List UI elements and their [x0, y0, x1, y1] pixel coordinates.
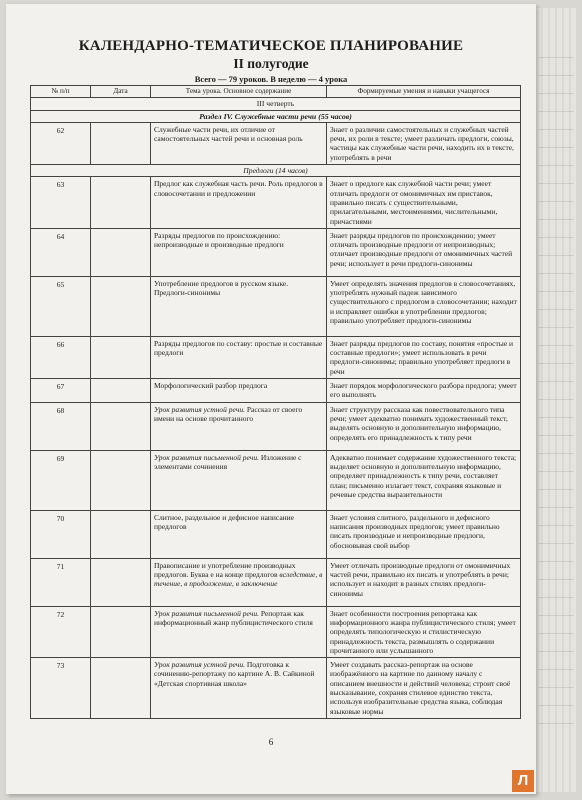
- lesson-topic-text: Репортаж как информационный жанр публицистического стиля: [154, 608, 313, 627]
- lesson-topic: [151, 558, 327, 606]
- lesson-date: [91, 510, 151, 558]
- lesson-topic-examples: вследствие, в течение, в продолжение, в заключение: [154, 569, 323, 589]
- lesson-topic: [151, 379, 327, 403]
- page-title: КАЛЕНДАРНО-ТЕМАТИЧЕСКОЕ ПЛАНИРОВАНИЕ: [78, 38, 464, 54]
- lesson-topic-text: Изложение с элементами сочинения: [154, 452, 302, 471]
- lesson-topic-text: Разряды предлогов по составу: простые и составные предлоги: [154, 338, 323, 358]
- lesson-number: 71: [31, 558, 91, 606]
- lesson-skills: Умеет создавать рассказ-репортаж на основе изображённого на картине по данному началу с описанием внешности и действий человека; строит своё высказывание, сохраняя стилевое единство текста, используя изобразительные средства языка, соблюдая языковые нормы: [327, 658, 521, 719]
- page-number: 6: [268, 737, 274, 747]
- lesson-topic: [151, 510, 327, 558]
- lesson-number: 65: [31, 276, 91, 336]
- lesson-skills: Знает порядок морфологического разбора предлога; умеет его выполнять: [327, 379, 521, 403]
- table-row: [31, 658, 521, 719]
- lesson-topic-text: Подготовка к сочинению-репортажу по картине А. В. Сайкиной «Детская спортивная школа»: [154, 660, 315, 688]
- lesson-type: Урок развития устной речи.: [154, 660, 245, 670]
- lesson-number: 72: [31, 606, 91, 657]
- table-row: [31, 122, 521, 164]
- lesson-topic-text: Рассказ от своего имени на основе прочитанного: [154, 404, 303, 423]
- lesson-topic-text: Употребление предлогов в русском языке. Предлоги-синонимы: [154, 278, 289, 298]
- lesson-skills: Знает разряды предлогов по составу, понятия «простые и составные предлоги»; умеет использовать в речи предлоги-синонимы; правильно употребляет предлоги в речи: [327, 336, 521, 378]
- quarter-label: III четверть: [31, 98, 521, 110]
- lesson-topic: [151, 606, 327, 657]
- lesson-topic-text: Морфологический разбор предлога: [154, 381, 268, 391]
- lesson-number: 66: [31, 336, 91, 378]
- table-row: [31, 450, 521, 510]
- lesson-topic: [151, 336, 327, 378]
- lesson-skills: Знает особенности построения репортажа как информационного жанра публицистического стиля; умеет определять типологическую и стилистическую принадлежность текста, размышлять о содержании прочитанного или услышанного: [327, 606, 521, 657]
- quarter-row: [31, 98, 521, 110]
- lesson-date: [91, 558, 151, 606]
- lesson-skills: Знает условия слитного, раздельного и дефисного написания производных предлогов; умеет правильно писать производные и непроизводные предлоги, обосновывая свой выбор: [327, 510, 521, 558]
- lesson-number: 69: [31, 450, 91, 510]
- lesson-topic: [151, 122, 327, 164]
- table-row: [31, 276, 521, 336]
- lesson-number: 63: [31, 177, 91, 228]
- table-row: [31, 558, 521, 606]
- lesson-type: Урок развития устной речи.: [154, 404, 245, 414]
- col-header-skills: Формируемые умения и навыки учащегося: [327, 86, 521, 98]
- table-header-row: [31, 86, 521, 98]
- lesson-topic: [151, 450, 327, 510]
- subsection-label: Предлоги (14 часов): [31, 165, 521, 177]
- lesson-date: [91, 379, 151, 403]
- lesson-topic-text: Правописание и употребление производных предлогов. Буква е на конце предлогов: [154, 560, 296, 579]
- lesson-topic: [151, 177, 327, 228]
- lesson-type: Урок развития письменной речи.: [154, 608, 259, 618]
- lesson-skills: Знает структуру рассказа как повествовательного типа речи; умеет адекватно понимать художественный текст, выделять основную и дополнительную информацию, определять его принадлежность к типу речи: [327, 402, 521, 450]
- table-row: [31, 606, 521, 657]
- table-row: [31, 510, 521, 558]
- lesson-number: 64: [31, 228, 91, 276]
- section-label: Раздел IV. Служебные части речи (55 часов): [31, 110, 521, 122]
- lesson-number: 67: [31, 379, 91, 403]
- lesson-skills: Знает разряды предлогов по происхождению; умеет отличать производные предлоги от непроизводных; отличает производные предлоги от омонимичных частей речи; использует в речи предлоги-синонимы: [327, 228, 521, 276]
- lesson-date: [91, 122, 151, 164]
- lesson-date: [91, 402, 151, 450]
- lesson-topic: [151, 402, 327, 450]
- lesson-topic-text: Слитное, раздельное и дефисное написание предлогов: [154, 512, 295, 531]
- lesson-topic: [151, 276, 327, 336]
- lesson-number: 70: [31, 510, 91, 558]
- labirint-logo: Л: [512, 770, 534, 792]
- lesson-skills: Умеет определять значения предлогов в словосочетаниях, употреблять нужный падеж зависимого существительного с предлогом в словосочетании; находит и исправляет ошибки в употреблении предлогов; правильно употребляет предлоги-синонимы: [327, 276, 521, 336]
- page-subtitle: II полугодие: [233, 56, 309, 71]
- lesson-topic: [151, 228, 327, 276]
- lesson-skills: Адекватно понимает содержание художественного текста; выделяет основную и дополнительную информацию, определяет принадлежность к типу речи, составляет план; письменно излагает текст, сохраняя языковые и речевые средства выразительности: [327, 450, 521, 510]
- lesson-date: [91, 177, 151, 228]
- page-stack-lines: [538, 40, 574, 740]
- col-header-topic: Тема урока. Основное содержание: [151, 86, 327, 98]
- lesson-number: 73: [31, 658, 91, 719]
- section-row: [31, 110, 521, 122]
- lesson-date: [91, 228, 151, 276]
- lesson-topic-text: Предлог как служебная часть речи. Роль предлогов в словосочетании и предложении: [154, 179, 323, 198]
- lesson-number: 62: [31, 122, 91, 164]
- lesson-skills: Умеет отличать производные предлоги от омонимичных частей речи, правильно их писать и употреблять в речи; использует и находит в разных стилях предлоги-синонимы: [327, 558, 521, 606]
- lesson-topic-text: Служебные части речи, их отличие от самостоятельных частей речи и основная роль: [154, 124, 303, 144]
- table-row: [31, 336, 521, 378]
- table-row: [31, 402, 521, 450]
- planning-table: [30, 85, 521, 719]
- lesson-type: Урок развития письменной речи.: [154, 452, 259, 462]
- col-header-date: Дата: [91, 86, 151, 98]
- table-row: [31, 379, 521, 403]
- lesson-date: [91, 606, 151, 657]
- table-row: [31, 177, 521, 228]
- lesson-date: [91, 658, 151, 719]
- page-header: [6, 38, 536, 84]
- lesson-topic-text: Разряды предлогов по происхождению: непроизводные и производные предлоги: [154, 230, 284, 250]
- lesson-skills: Знает о предлоге как служебной части речи; умеет отличать предлоги от омонимичных им приставок, правильно писать с существительными, прилагательными, местоимениями, числительными, причастиями: [327, 177, 521, 228]
- col-header-number: № п/п: [31, 86, 91, 98]
- lesson-date: [91, 276, 151, 336]
- lesson-skills: Знает о различии самостоятельных и служебных частей речи, их роли в тексте; умеет различать предлоги, союзы, частицы как служебные части речи, находить их в тексте, употреблять в речи: [327, 122, 521, 164]
- lesson-date: [91, 450, 151, 510]
- subsection-row: [31, 165, 521, 177]
- lesson-date: [91, 336, 151, 378]
- lesson-number: 68: [31, 402, 91, 450]
- book-page: [6, 4, 536, 794]
- lesson-topic: [151, 658, 327, 719]
- lesson-count: Всего — 79 уроков. В неделю — 4 урока: [194, 74, 348, 84]
- table-row: [31, 228, 521, 276]
